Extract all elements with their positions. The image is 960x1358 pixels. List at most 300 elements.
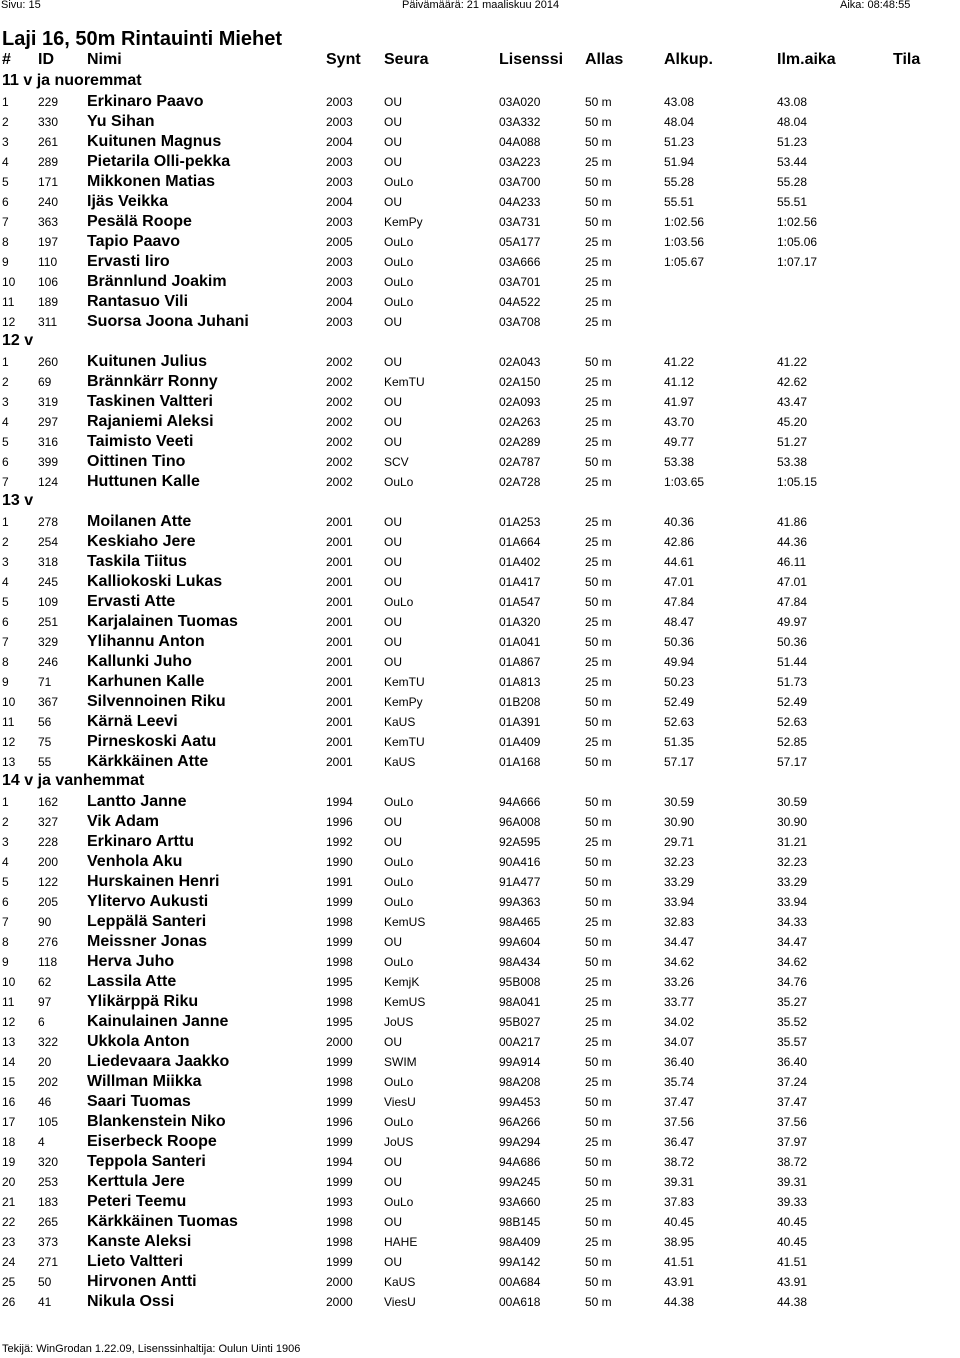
pool-length: 50 m <box>585 195 612 209</box>
swimmer-id: 261 <box>38 135 59 149</box>
entry-time: 55.28 <box>777 175 808 189</box>
entry-time: 51.27 <box>777 435 808 449</box>
license: 98B145 <box>499 1215 541 1229</box>
birth-year: 2001 <box>326 595 353 609</box>
birth-year: 2001 <box>326 635 353 649</box>
pool-length: 25 m <box>585 155 612 169</box>
license: 01A391 <box>499 715 541 729</box>
entry-time: 52.63 <box>777 715 808 729</box>
entry-number: 17 <box>2 1115 16 1129</box>
pool-length: 25 m <box>585 535 612 549</box>
entry-number: 7 <box>2 475 9 489</box>
entry-number: 9 <box>2 255 9 269</box>
table-row <box>0 531 960 551</box>
license: 98A434 <box>499 955 541 969</box>
swimmer-id: 69 <box>38 375 52 389</box>
birth-year: 2002 <box>326 435 353 449</box>
original-time: 36.40 <box>664 1055 695 1069</box>
swimmer-name: Kärkkäinen Tuomas <box>87 1213 238 1230</box>
table-row <box>0 1071 960 1091</box>
entry-number: 12 <box>2 735 16 749</box>
birth-year: 2001 <box>326 735 353 749</box>
table-row <box>0 451 960 471</box>
column-header-license: Lisenssi <box>499 51 564 68</box>
entry-number: 2 <box>2 375 9 389</box>
table-row <box>0 151 960 171</box>
swimmer-name: Liedevaara Jaakko <box>87 1053 230 1070</box>
club: OuLo <box>384 255 414 269</box>
entry-time: 57.17 <box>777 755 808 769</box>
table-row <box>0 1011 960 1031</box>
club: OU <box>384 195 402 209</box>
results-list <box>0 71 960 1311</box>
pool-length: 50 m <box>585 135 612 149</box>
pool-length: 50 m <box>585 1155 612 1169</box>
entry-time: 43.91 <box>777 1275 808 1289</box>
entry-time: 30.59 <box>777 795 808 809</box>
original-time: 51.35 <box>664 735 695 749</box>
entry-number: 4 <box>2 575 9 589</box>
club: OuLo <box>384 295 414 309</box>
birth-year: 1998 <box>326 1075 353 1089</box>
original-time: 55.51 <box>664 195 695 209</box>
original-time: 1:03.56 <box>664 235 705 249</box>
pool-length: 50 m <box>585 455 612 469</box>
license: 03A332 <box>499 115 541 129</box>
table-row <box>0 1191 960 1211</box>
original-time: 33.77 <box>664 995 695 1009</box>
birth-year: 1999 <box>326 1055 353 1069</box>
original-time: 34.47 <box>664 935 695 949</box>
entry-number: 10 <box>2 695 16 709</box>
club: KaUS <box>384 1275 416 1289</box>
original-time: 42.86 <box>664 535 695 549</box>
swimmer-name: Pirneskoski Aatu <box>87 733 217 750</box>
club: OU <box>384 835 402 849</box>
pool-length: 50 m <box>585 715 612 729</box>
birth-year: 2001 <box>326 575 353 589</box>
entry-time: 38.72 <box>777 1155 808 1169</box>
license: 91A477 <box>499 875 541 889</box>
swimmer-name: Moilanen Atte <box>87 513 192 530</box>
table-row <box>0 971 960 991</box>
swimmer-id: 311 <box>38 315 58 329</box>
club: OU <box>384 635 402 649</box>
pool-length: 25 m <box>585 995 612 1009</box>
entry-number: 13 <box>2 1035 16 1049</box>
swimmer-id: 109 <box>38 595 59 609</box>
birth-year: 2003 <box>326 95 353 109</box>
birth-year: 1999 <box>326 935 353 949</box>
entry-time: 1:05.06 <box>777 235 818 249</box>
entry-number: 6 <box>2 615 9 629</box>
table-row <box>0 571 960 591</box>
swimmer-name: Mikkonen Matias <box>87 173 216 190</box>
entry-time: 32.23 <box>777 855 808 869</box>
table-row <box>0 711 960 731</box>
swimmer-name: Willman Miikka <box>87 1073 202 1090</box>
entry-time: 47.84 <box>777 595 808 609</box>
original-time: 30.90 <box>664 815 695 829</box>
age-group-title: 13 v <box>2 492 34 509</box>
club: OU <box>384 815 402 829</box>
entry-number: 22 <box>2 1215 16 1229</box>
table-row <box>0 1271 960 1291</box>
birth-year: 2005 <box>326 235 353 249</box>
original-time: 41.22 <box>664 355 695 369</box>
table-row <box>0 131 960 151</box>
entry-number: 21 <box>2 1195 16 1209</box>
pool-length: 50 m <box>585 215 612 229</box>
swimmer-name: Keskiaho Jere <box>87 533 196 550</box>
swimmer-id: 46 <box>38 1095 52 1109</box>
entry-time: 48.04 <box>777 115 808 129</box>
club: OuLo <box>384 875 414 889</box>
original-time: 38.95 <box>664 1235 695 1249</box>
swimmer-name: Taskila Tiitus <box>87 553 187 570</box>
table-row <box>0 411 960 431</box>
entry-time: 41.86 <box>777 515 808 529</box>
swimmer-name: Ervasti Atte <box>87 593 176 610</box>
license: 96A266 <box>499 1115 541 1129</box>
entry-time: 41.22 <box>777 355 808 369</box>
swimmer-name: Peteri Teemu <box>87 1193 187 1210</box>
table-row <box>0 851 960 871</box>
license: 01A547 <box>499 595 541 609</box>
swimmer-id: 320 <box>38 1155 59 1169</box>
birth-year: 2003 <box>326 115 353 129</box>
table-row <box>0 1091 960 1111</box>
pool-length: 25 m <box>585 475 612 489</box>
table-row <box>0 1051 960 1071</box>
table-row <box>0 431 960 451</box>
table-row <box>0 951 960 971</box>
license: 99A453 <box>499 1095 541 1109</box>
swimmer-name: Saari Tuomas <box>87 1093 191 1110</box>
swimmer-name: Erkinaro Paavo <box>87 93 204 110</box>
table-row <box>0 731 960 751</box>
pool-length: 25 m <box>585 735 612 749</box>
swimmer-name: Yu Sihan <box>87 113 155 130</box>
license: 98A041 <box>499 995 541 1009</box>
club: OuLo <box>384 595 414 609</box>
birth-year: 2000 <box>326 1275 353 1289</box>
birth-year: 2001 <box>326 695 353 709</box>
swimmer-id: 189 <box>38 295 59 309</box>
license: 94A666 <box>499 795 541 809</box>
swimmer-name: Ijäs Veikka <box>87 193 168 210</box>
swimmer-id: 4 <box>38 1135 45 1149</box>
club: OuLo <box>384 955 414 969</box>
pool-length: 25 m <box>585 1135 612 1149</box>
swimmer-name: Tapio Paavo <box>87 233 181 250</box>
table-row <box>0 1171 960 1191</box>
birth-year: 1995 <box>326 1015 353 1029</box>
entry-time: 40.45 <box>777 1235 808 1249</box>
club: KemUS <box>384 995 426 1009</box>
swimmer-id: 265 <box>38 1215 59 1229</box>
entry-number: 1 <box>2 355 9 369</box>
entry-number: 6 <box>2 455 9 469</box>
page-number: Sivu: 15 <box>1 0 41 11</box>
entry-time: 37.97 <box>777 1135 808 1149</box>
entry-time: 44.36 <box>777 535 808 549</box>
club: OU <box>384 535 402 549</box>
license: 02A728 <box>499 475 541 489</box>
swimmer-name: Kainulainen Janne <box>87 1013 229 1030</box>
original-time: 37.47 <box>664 1095 695 1109</box>
club: KaUS <box>384 715 416 729</box>
swimmer-name: Lieto Valtteri <box>87 1253 184 1270</box>
table-row <box>0 611 960 631</box>
entry-number: 10 <box>2 275 16 289</box>
page-footer: Tekijä: WinGrodan 1.22.09, Lisenssinhaltija: Oulun Uinti 1906 <box>2 1343 301 1355</box>
club: OU <box>384 135 402 149</box>
birth-year: 2002 <box>326 355 353 369</box>
original-time: 1:03.65 <box>664 475 705 489</box>
club: JoUS <box>384 1015 414 1029</box>
entry-number: 19 <box>2 1155 16 1169</box>
entry-number: 1 <box>2 795 9 809</box>
club: KemTU <box>384 735 425 749</box>
license: 03A223 <box>499 155 541 169</box>
swimmer-id: 75 <box>38 735 52 749</box>
pool-length: 50 m <box>585 175 612 189</box>
table-row <box>0 591 960 611</box>
table-row <box>0 351 960 371</box>
swimmer-name: Herva Juho <box>87 953 175 970</box>
swimmer-name: Kuitunen Magnus <box>87 133 222 150</box>
swimmer-name: Kuitunen Julius <box>87 353 207 370</box>
club: OU <box>384 1035 402 1049</box>
table-row <box>0 371 960 391</box>
club: OuLo <box>384 855 414 869</box>
birth-year: 1994 <box>326 1155 353 1169</box>
birth-year: 2002 <box>326 455 353 469</box>
swimmer-id: 41 <box>38 1295 52 1309</box>
swimmer-name: Karhunen Kalle <box>87 673 205 690</box>
swimmer-id: 260 <box>38 355 59 369</box>
swimmer-id: 228 <box>38 835 59 849</box>
pool-length: 25 m <box>585 1235 612 1249</box>
original-time: 40.36 <box>664 515 695 529</box>
pool-length: 25 m <box>585 555 612 569</box>
license: 03A701 <box>499 275 541 289</box>
column-header-birth-year: Synt <box>326 51 361 68</box>
pool-length: 25 m <box>585 1015 612 1029</box>
license: 05A177 <box>499 235 541 249</box>
club: OU <box>384 435 402 449</box>
entry-number: 18 <box>2 1135 16 1149</box>
original-time: 41.12 <box>664 375 695 389</box>
license: 01A041 <box>499 635 541 649</box>
pool-length: 25 m <box>585 615 612 629</box>
original-time: 53.38 <box>664 455 695 469</box>
table-row <box>0 231 960 251</box>
entry-number: 8 <box>2 935 9 949</box>
entry-number: 5 <box>2 175 9 189</box>
table-row <box>0 551 960 571</box>
license: 99A142 <box>499 1255 541 1269</box>
pool-length: 25 m <box>585 675 612 689</box>
table-row <box>0 291 960 311</box>
entry-number: 2 <box>2 115 9 129</box>
age-group-title: 12 v <box>2 332 34 349</box>
swimmer-id: 399 <box>38 455 59 469</box>
entry-time: 45.20 <box>777 415 808 429</box>
table-row <box>0 691 960 711</box>
original-time: 35.74 <box>664 1075 695 1089</box>
license: 01B208 <box>499 695 541 709</box>
entry-time: 36.40 <box>777 1055 808 1069</box>
table-row <box>0 791 960 811</box>
swimmer-id: 373 <box>38 1235 59 1249</box>
birth-year: 1995 <box>326 975 353 989</box>
original-time: 57.17 <box>664 755 695 769</box>
license: 04A088 <box>499 135 541 149</box>
license: 99A294 <box>499 1135 541 1149</box>
entry-time: 51.44 <box>777 655 808 669</box>
original-time: 50.23 <box>664 675 695 689</box>
swimmer-name: Erkinaro Arttu <box>87 833 194 850</box>
swimmer-id: 197 <box>38 235 59 249</box>
swimmer-id: 20 <box>38 1055 52 1069</box>
table-row <box>0 911 960 931</box>
entry-number: 3 <box>2 835 9 849</box>
birth-year: 2001 <box>326 555 353 569</box>
pool-length: 50 m <box>585 635 612 649</box>
entry-number: 15 <box>2 1075 16 1089</box>
column-header-status: Tila <box>893 51 921 68</box>
swimmer-id: 254 <box>38 535 59 549</box>
entry-time: 43.47 <box>777 395 808 409</box>
club: OuLo <box>384 1195 414 1209</box>
entry-number: 7 <box>2 215 9 229</box>
original-time: 33.29 <box>664 875 695 889</box>
original-time: 41.51 <box>664 1255 695 1269</box>
original-time: 34.07 <box>664 1035 695 1049</box>
table-row <box>0 751 960 771</box>
original-time: 30.59 <box>664 795 695 809</box>
pool-length: 25 m <box>585 1195 612 1209</box>
original-time: 37.56 <box>664 1115 695 1129</box>
original-time: 1:05.67 <box>664 255 705 269</box>
original-time: 37.83 <box>664 1195 695 1209</box>
club: HAHE <box>384 1235 418 1249</box>
birth-year: 1999 <box>326 1095 353 1109</box>
table-row <box>0 171 960 191</box>
license: 02A150 <box>499 375 541 389</box>
swimmer-id: 278 <box>38 515 59 529</box>
pool-length: 25 m <box>585 275 612 289</box>
entry-time: 52.85 <box>777 735 808 749</box>
entry-time: 51.73 <box>777 675 808 689</box>
swimmer-id: 271 <box>38 1255 59 1269</box>
entry-number: 4 <box>2 855 9 869</box>
entry-number: 1 <box>2 95 9 109</box>
swimmer-id: 6 <box>38 1015 45 1029</box>
swimmer-id: 202 <box>38 1075 59 1089</box>
entry-number: 9 <box>2 955 9 969</box>
club: OU <box>384 395 402 409</box>
entry-number: 6 <box>2 895 9 909</box>
birth-year: 2001 <box>326 615 353 629</box>
swimmer-id: 105 <box>38 1115 59 1129</box>
swimmer-id: 71 <box>38 675 52 689</box>
pool-length: 50 m <box>585 1095 612 1109</box>
table-row <box>0 1211 960 1231</box>
swimmer-name: Brännkärr Ronny <box>87 373 218 390</box>
club: OU <box>384 355 402 369</box>
original-time: 29.71 <box>664 835 695 849</box>
license: 00A217 <box>499 1035 541 1049</box>
birth-year: 1998 <box>326 915 353 929</box>
birth-year: 1998 <box>326 955 353 969</box>
birth-year: 1992 <box>326 835 353 849</box>
swimmer-id: 245 <box>38 575 59 589</box>
club: OuLo <box>384 1115 414 1129</box>
entry-number: 5 <box>2 595 9 609</box>
entry-number: 26 <box>2 1295 16 1309</box>
pool-length: 50 m <box>585 115 612 129</box>
original-time: 49.77 <box>664 435 695 449</box>
birth-year: 1999 <box>326 1175 353 1189</box>
swimmer-name: Hirvonen Antti <box>87 1273 197 1290</box>
birth-year: 1990 <box>326 855 353 869</box>
table-row <box>0 1111 960 1131</box>
original-time: 36.47 <box>664 1135 695 1149</box>
pool-length: 50 m <box>585 935 612 949</box>
swimmer-id: 316 <box>38 435 59 449</box>
pool-length: 25 m <box>585 655 612 669</box>
pool-length: 25 m <box>585 255 612 269</box>
birth-year: 1994 <box>326 795 353 809</box>
entry-time: 40.45 <box>777 1215 808 1229</box>
swimmer-id: 50 <box>38 1275 52 1289</box>
license: 01A168 <box>499 755 541 769</box>
entry-time: 37.24 <box>777 1075 808 1089</box>
license: 01A253 <box>499 515 541 529</box>
license: 94A686 <box>499 1155 541 1169</box>
swimmer-name: Kärkkäinen Atte <box>87 753 209 770</box>
pool-length: 25 m <box>585 835 612 849</box>
entry-number: 8 <box>2 235 9 249</box>
swimmer-id: 367 <box>38 695 59 709</box>
club: OU <box>384 1175 402 1189</box>
entry-time: 34.47 <box>777 935 808 949</box>
license: 99A363 <box>499 895 541 909</box>
original-time: 48.47 <box>664 615 695 629</box>
birth-year: 2001 <box>326 655 353 669</box>
entry-time: 35.52 <box>777 1015 808 1029</box>
entry-time: 39.33 <box>777 1195 808 1209</box>
swimmer-id: 276 <box>38 935 59 949</box>
pool-length: 50 m <box>585 755 612 769</box>
swimmer-id: 327 <box>38 815 59 829</box>
column-header-row <box>0 51 960 71</box>
birth-year: 2001 <box>326 515 353 529</box>
age-group-title: 14 v ja vanhemmat <box>2 772 145 789</box>
club: OuLo <box>384 475 414 489</box>
entry-number: 24 <box>2 1255 16 1269</box>
swimmer-id: 318 <box>38 555 59 569</box>
pool-length: 25 m <box>585 1035 612 1049</box>
pool-length: 50 m <box>585 595 612 609</box>
swimmer-name: Teppola Santeri <box>87 1153 206 1170</box>
birth-year: 2000 <box>326 1295 353 1309</box>
swimmer-id: 62 <box>38 975 52 989</box>
license: 01A409 <box>499 735 541 749</box>
